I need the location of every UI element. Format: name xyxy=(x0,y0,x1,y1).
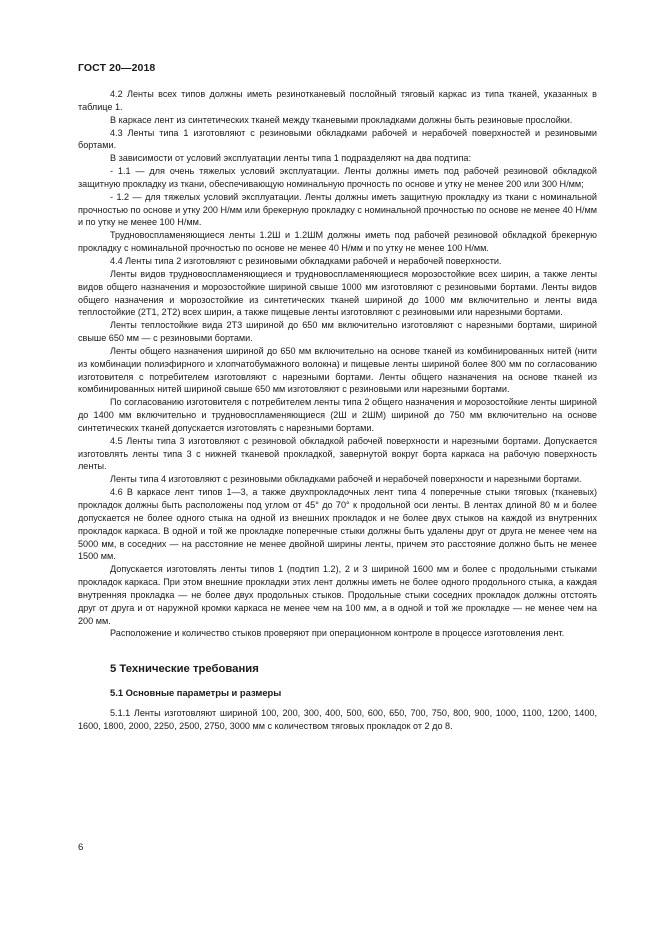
paragraph-fire-resistant-belts: Трудновоспламеняющиеся ленты 1.2Ш и 1.2ШМ должны иметь под рабочей резиновой обкладкой брекерную прокладку с номинальной прочностью по основе не менее 40 Н/мм и по утку не менее 100 Н/мм. xyxy=(78,230,597,254)
paragraph-4-4-agreement: По согласованию изготовителя с потребителем ленты типа 2 общего назначения и морозостойкие ленты шириной до 1400 мм включительно и трудновоспламеняющиеся (2Ш и 2ШМ) шириной до 750 мм включительно на основе синтетических тканей допускается изготовлять с нарезными бортами. xyxy=(78,397,597,433)
subsection-title: 5.1 Основные параметры и размеры xyxy=(110,687,282,699)
document-body xyxy=(78,88,597,733)
paragraph-4-4-general-purpose: Ленты общего назначения шириной до 650 мм включительно на основе тканей из комбинированных нитей (нити из комбинации полиэфирного и хлопчатобумажного волокна) и пищевые ленты шириной более 800 мм по согласованию изготовителя с потребителем изготовляют с нарезными бортами. Ленты общего назначения на основе тканей из комбинированных нитей шириной свыше 650 мм изготовляют с резиновыми или нарезными бортами. xyxy=(78,345,597,395)
paragraph-4-5: 4.5 Ленты типа 3 изготовляют с резиновой обкладкой рабочей поверхности и нарезными бортами. Допускается изготовлять ленты типа 3 с нижней тканевой прокладкой, завернутой вокруг борта каркаса на рабочую поверхность ленты. xyxy=(78,435,597,472)
paragraph-4-3-subtypes: В зависимости от условий эксплуатации ленты типа 1 подразделяют на два подтипа: xyxy=(110,153,472,164)
paragraph-4-4-heat-resistant: Ленты теплостойкие вида 2Т3 шириной до 650 мм включительно изготовляют с нарезными бортами, шириной свыше 650 мм — с резиновыми бортами. xyxy=(78,320,597,344)
section-title: 5 Технические требования xyxy=(110,663,259,676)
list-item-subtype-1-1: - 1.1 — для очень тяжелых условий эксплуатации. Ленты должны иметь под рабочей резиновой обкладкой защитную прокладку из ткани, обеспечивающую номинальную прочность по основе и утку не менее 200 или 300 Н/мм; xyxy=(78,166,597,189)
paragraph-5-1-1: 5.1.1 Ленты изготовляют шириной 100, 200, 300, 400, 500, 600, 650, 700, 750, 800, 900, 1000, 1100, 1200, 1400, 1600, 1800, 2000, 2250, 2500, 2750, 3000 мм с количеством тяговых прокладок от 2 до 8. xyxy=(78,708,597,731)
paragraph-4-2: 4.2 Ленты всех типов должны иметь резинотканевый послойный тяговый каркас из типа тканей, указанных в таблице 1. xyxy=(78,89,597,112)
paragraph-4-4: 4.4 Ленты типа 2 изготовляют с резиновыми обкладками рабочей и нерабочей поверхности. xyxy=(110,255,502,266)
list-item-subtype-1-2: - 1.2 — для тяжелых условий эксплуатации. Ленты должны иметь защитную прокладку из ткани с номинальной прочностью по основе и утку 200 Н/мм или брекерную прокладку с номинальной прочностью по основе не менее 40 Н/мм и по утку не менее 100 Н/мм. xyxy=(78,191,597,228)
paragraph-4-6-longitudinal-joints: Допускается изготовлять ленты типов 1 (подтип 1.2), 2 и 3 шириной 1600 мм и более с продольными стыками прокладок каркаса. При этом внешние прокладки этих лент должны иметь не более одного продольного стыка, а каждая внутренняя прокладка — не более двух продольных стыков. Продольные стыки соседних прокладок должны отстоять друг от друга и от наружной кромки каркаса не менее чем на 100 мм, а в одной и той же прокладке — не менее чем на 200 мм. xyxy=(78,564,597,626)
paragraph-4-5-type-4: Ленты типа 4 изготовляют с резиновыми обкладками рабочей и нерабочей поверхности и нарезными бортами. xyxy=(110,474,582,485)
paragraph-4-4-edges: Ленты видов трудновоспламеняющиеся и трудновоспламеняющиеся морозостойкие всех ширин, а также ленты видов общего назначения и морозостойкие шириной свыше 1000 мм изготовляют с резиновыми бортами. Ленты видов общего назначения и морозостойкие из синтетических тканей шириной до 1000 мм включительно и ленты вида теплостойкие (2Т1, 2Т2) всех ширин, а также пищевые ленты изготовляют с резиновыми или нарезными бортами. xyxy=(78,268,597,318)
paragraph-4-3: 4.3 Ленты типа 1 изготовляют с резиновыми обкладками рабочей и нерабочей поверхностей и резиновыми бортами. xyxy=(78,127,597,151)
paragraph-4-6-inspection: Расположение и количество стыков проверяют при операционном контроле в процессе изготовления лент. xyxy=(110,628,565,639)
paragraph-4-6: 4.6 В каркасе лент типов 1—3, а также двухпрокладочных лент типа 4 поперечные стыки тяговых (тканевых) прокладок должны быть расположены под углом от 45° до 70° к продольной оси ленты. В лентах длиной 80 м и более допускается не более одного стыка на одной из внешних прокладок и не более двух стыков на каждой из внутренних прокладок каркаса. В одной и той же прокладке поперечные стыки должны быть удалены друг от друга не менее чем на 5000 мм, в соседних — на расстояние не менее двойной ширины ленты, причем это расстояние должно быть не менее 1500 мм. xyxy=(78,487,597,562)
paragraph-4-2-interlayers: В каркасе лент из синтетических тканей между тканевыми прокладками должны быть резиновые прослойки. xyxy=(110,114,573,125)
document-header-code: ГОСТ 20—2018 xyxy=(78,62,156,74)
page-number: 6 xyxy=(78,842,84,853)
